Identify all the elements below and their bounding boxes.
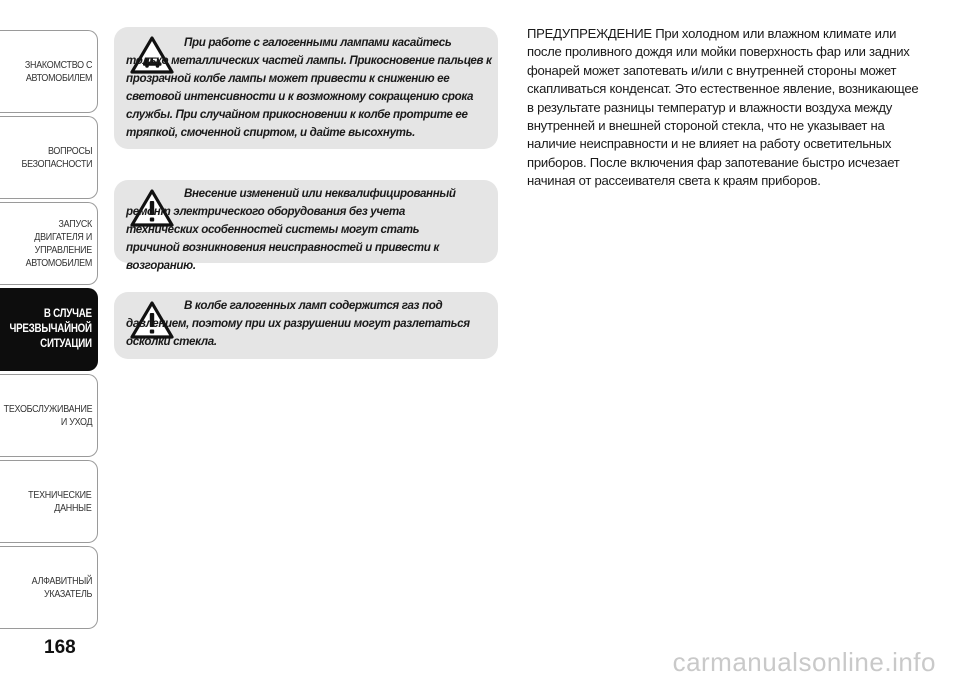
warning-box-electrical-modification <box>114 180 498 272</box>
condensation-notice: ПРЕДУПРЕЖДЕНИЕ При холодном или влажном климате или после проливного дождя или мойки поверхность фар или задних фонарей может запотевать и/или с внутренней стороны может скапливаться конденсат. Это естественное явление, возникающее в результате разницы температур и влажности воздуха между внутренней и внешней стороной стекла, что не указывает на наличие неисправности и не влияет на работу осветительных приборов. После включения фар запотевание быстро исчезает начиная от рассеивателя света к краям приборов. <box>527 26 919 189</box>
warning-box-halogen-handling <box>114 27 498 149</box>
tab-starting-driving[interactable] <box>0 202 98 285</box>
watermark: carmanualsonline.info <box>672 647 936 677</box>
tab-label: ВОПРОСЫ БЕЗОПАСНОСТИ <box>21 144 92 170</box>
tab-label: В СЛУЧАЕ ЧРЕЗВЫЧАЙНОЙ СИТУАЦИИ <box>9 308 92 350</box>
tab-label: ЗНАКОМСТВО С АВТОМОБИЛЕМ <box>24 58 92 84</box>
tab-technical-data[interactable] <box>0 460 98 543</box>
warning-text: В колбе галогенных ламп содержится газ под давлением, поэтому при их разрушении могут разлетаться осколки стекла. <box>126 299 470 348</box>
tab-vehicle-intro[interactable] <box>0 30 98 113</box>
tab-safety[interactable] <box>0 116 98 199</box>
tab-label: ЗАПУСК ДВИГАТЕЛЯ И УПРАВЛЕНИЕ АВТОМОБИЛЕМ <box>25 217 93 269</box>
tab-emergency[interactable] <box>0 288 98 371</box>
warning-box-pressurized-gas <box>114 292 498 359</box>
tab-label: ТЕХНИЧЕСКИЕ ДАННЫЕ <box>28 488 92 514</box>
warning-text: При работе с галогенными лампами касайтесь только металлических частей лампы. Прикосновение пальцев к прозрачной колбе лампы может привести к снижению ее световой интенсивности и к возможному сокращению срока службы. При случайном прикосновении к колбе протрите ее тряпкой, смоченной спиртом, и дайте высохнуть. <box>126 36 492 139</box>
page-number: 168 <box>44 637 76 658</box>
tab-index[interactable] <box>0 546 98 629</box>
tab-maintenance[interactable] <box>0 374 98 457</box>
tab-label: ТЕХОБСЛУЖИВАНИЕ И УХОД <box>3 402 92 428</box>
tab-label: АЛФАВИТНЫЙ УКАЗАТЕЛЬ <box>31 574 92 600</box>
warning-text: Внесение изменений или неквалифицированный ремонт электрического оборудования без учета технических особенностей системы могут стать причиной возникновения неисправностей и привести к возгоранию. <box>126 187 456 272</box>
